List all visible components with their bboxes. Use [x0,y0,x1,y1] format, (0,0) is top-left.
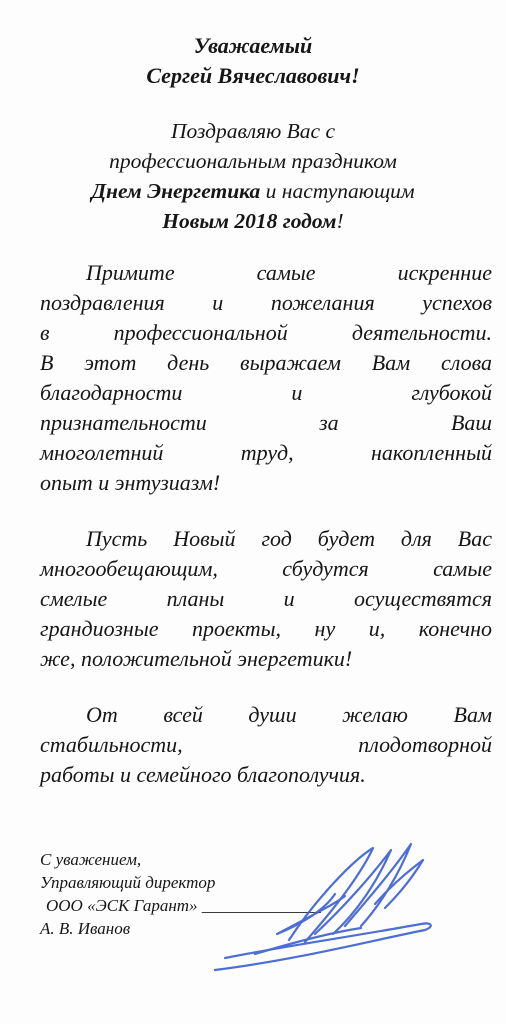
paragraph-3-line: От всей души желаю Вам [86,702,492,727]
paragraph-1-line: признательности за Ваш [40,410,492,435]
signature-stroke [255,928,361,954]
paragraph-3-line: стабильности, плодотворной [40,732,492,757]
new-year-name: Новым 2018 годом [162,209,337,233]
holiday-name: Днем Энергетика [91,179,261,203]
paragraph-1 [40,258,492,498]
intro-line-4 [0,206,506,236]
paragraph-1-line: в профессиональной деятельности. [40,320,492,345]
signer-position: Управляющий директор [40,873,216,892]
signer-name: А. В. Иванов [40,919,131,938]
handwritten-signature [185,830,445,980]
intro-line-4-rest: ! [336,209,344,233]
paragraph-1-line: многолетний труд, накопленный [40,440,492,465]
paragraph-3-line: работы и семейного благополучия. [40,762,366,787]
paragraph-2 [40,524,492,674]
paragraph-2-line: грандиозные проекты, ну и, конечно [40,616,492,641]
paragraph-2-line: Пусть Новый год будет для Вас [86,526,492,551]
intro-line-2: профессиональным праздником [109,149,397,173]
paragraph-1-line: благодарности и глубокой [40,380,492,405]
intro-line-3 [0,176,506,206]
signature-stroke [345,844,411,926]
paragraph-1-line: Примите самые искренние [86,260,492,285]
paragraph-2-line: многообещающим, сбудутся самые [40,556,492,581]
salutation-line-2: Сергей Вячеславович! [146,63,360,88]
intro-line-3-rest: и наступающим [260,179,415,203]
signature-underline: ______________ [201,896,321,915]
paragraph-3 [40,700,492,790]
paragraph-2-line: же, положительной энергетики! [40,646,353,671]
closing: С уважением, [40,850,142,869]
paragraph-1-line: поздравления и пожелания успехов [40,290,492,315]
signature-stroke [215,923,431,970]
intro-line-1: Поздравляю Вас с [170,119,336,143]
paragraph-1-line: опыт и энтузиазм! [40,470,221,495]
salutation-line-1: Уважаемый [193,33,313,58]
paragraph-2-line: смелые планы и осуществятся [40,586,492,611]
company-name: ООО «ЭСК Гарант» [46,896,198,915]
paragraph-1-line: В этот день выражаем Вам слова [40,350,492,375]
